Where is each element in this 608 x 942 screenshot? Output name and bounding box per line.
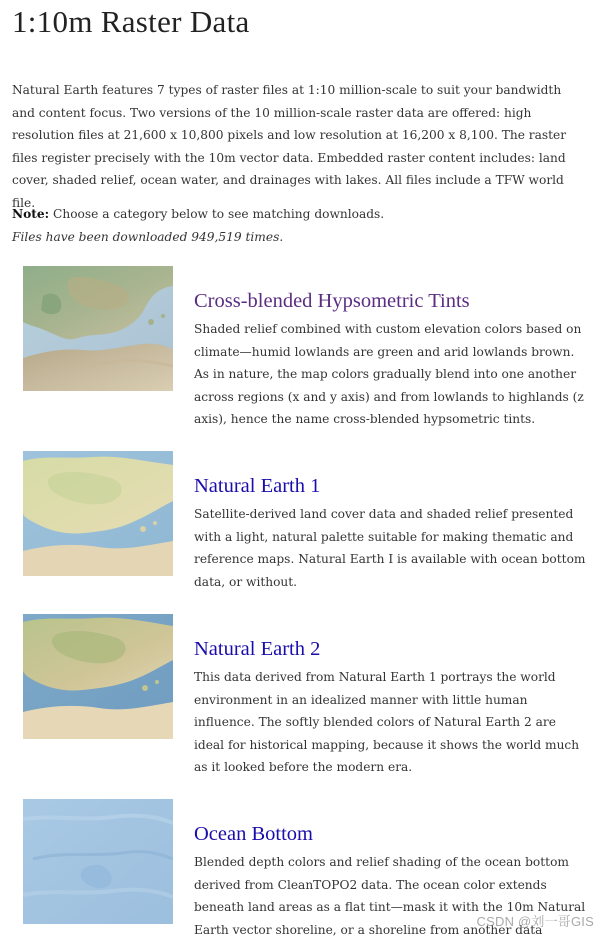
- category-description: Satellite-derived land cover data and shaded relief presented with a light, natural palette suitable for making thematic and reference maps. Natural Earth I is available with ocean bottom data, or without.: [194, 507, 586, 589]
- category-link-natural-earth-2[interactable]: Natural Earth 2: [194, 638, 321, 660]
- note-block: [12, 203, 584, 248]
- category-description: Blended depth colors and relief shading of the ocean bottom derived from CleanTOPO2 data. The ocean color extends beneath land areas as a flat tint—mask it with the 10m Natural Earth vector shoreline, or a shoreline from another data: [194, 855, 586, 937]
- category-text: [194, 636, 589, 779]
- watermark-text: CSDN @刘一哥GIS: [476, 914, 594, 929]
- page-title: 1:10m Raster Data: [12, 4, 250, 39]
- category-link-natural-earth-1[interactable]: Natural Earth 1: [194, 475, 321, 497]
- ocean-bottom-thumbnail[interactable]: [23, 799, 173, 924]
- natural-earth-1-thumbnail[interactable]: [23, 451, 173, 576]
- category-text: [194, 473, 589, 593]
- category-text: [194, 288, 589, 431]
- note-text: Choose a category below to see matching downloads.: [49, 207, 385, 221]
- category-description: Shaded relief combined with custom elevation colors based on climate—humid lowlands are green and arid lowlands brown. As in nature, the map colors gradually blend into one another across regions (x and y axis) and from lowlands to highlands (z axis), hence the name cross-blended hypsometric tints.: [194, 322, 584, 426]
- download-count: Files have been downloaded 949,519 times.: [12, 229, 284, 244]
- natural-earth-2-thumbnail[interactable]: [23, 614, 173, 739]
- category-link-cross-blended[interactable]: Cross-blended Hypsometric Tints: [194, 290, 470, 312]
- category-link-ocean-bottom[interactable]: Ocean Bottom: [194, 823, 313, 845]
- cross-blended-thumbnail[interactable]: [23, 266, 173, 391]
- intro-paragraph: Natural Earth features 7 types of raster files at 1:10 million-scale to suit your bandwidth and content focus. Two versions of the 10 million-scale raster data are offered: high resolution files at 21,600 x 10,800 pixels and low resolution at 16,200 x 8,100. The raster files register precisely with the 10m vector data. Embedded raster content includes: land cover, shaded relief, ocean water, and drainages with lakes. All files include a TFW world file.: [12, 83, 567, 210]
- note-label: Note:: [12, 207, 50, 221]
- note-line: [12, 203, 584, 226]
- category-description: This data derived from Natural Earth 1 portrays the world environment in an idealized manner with little human influence. The softly blended colors of Natural Earth 2 are ideal for historical mapping, because it shows the world much as it looked before the modern era.: [194, 670, 580, 774]
